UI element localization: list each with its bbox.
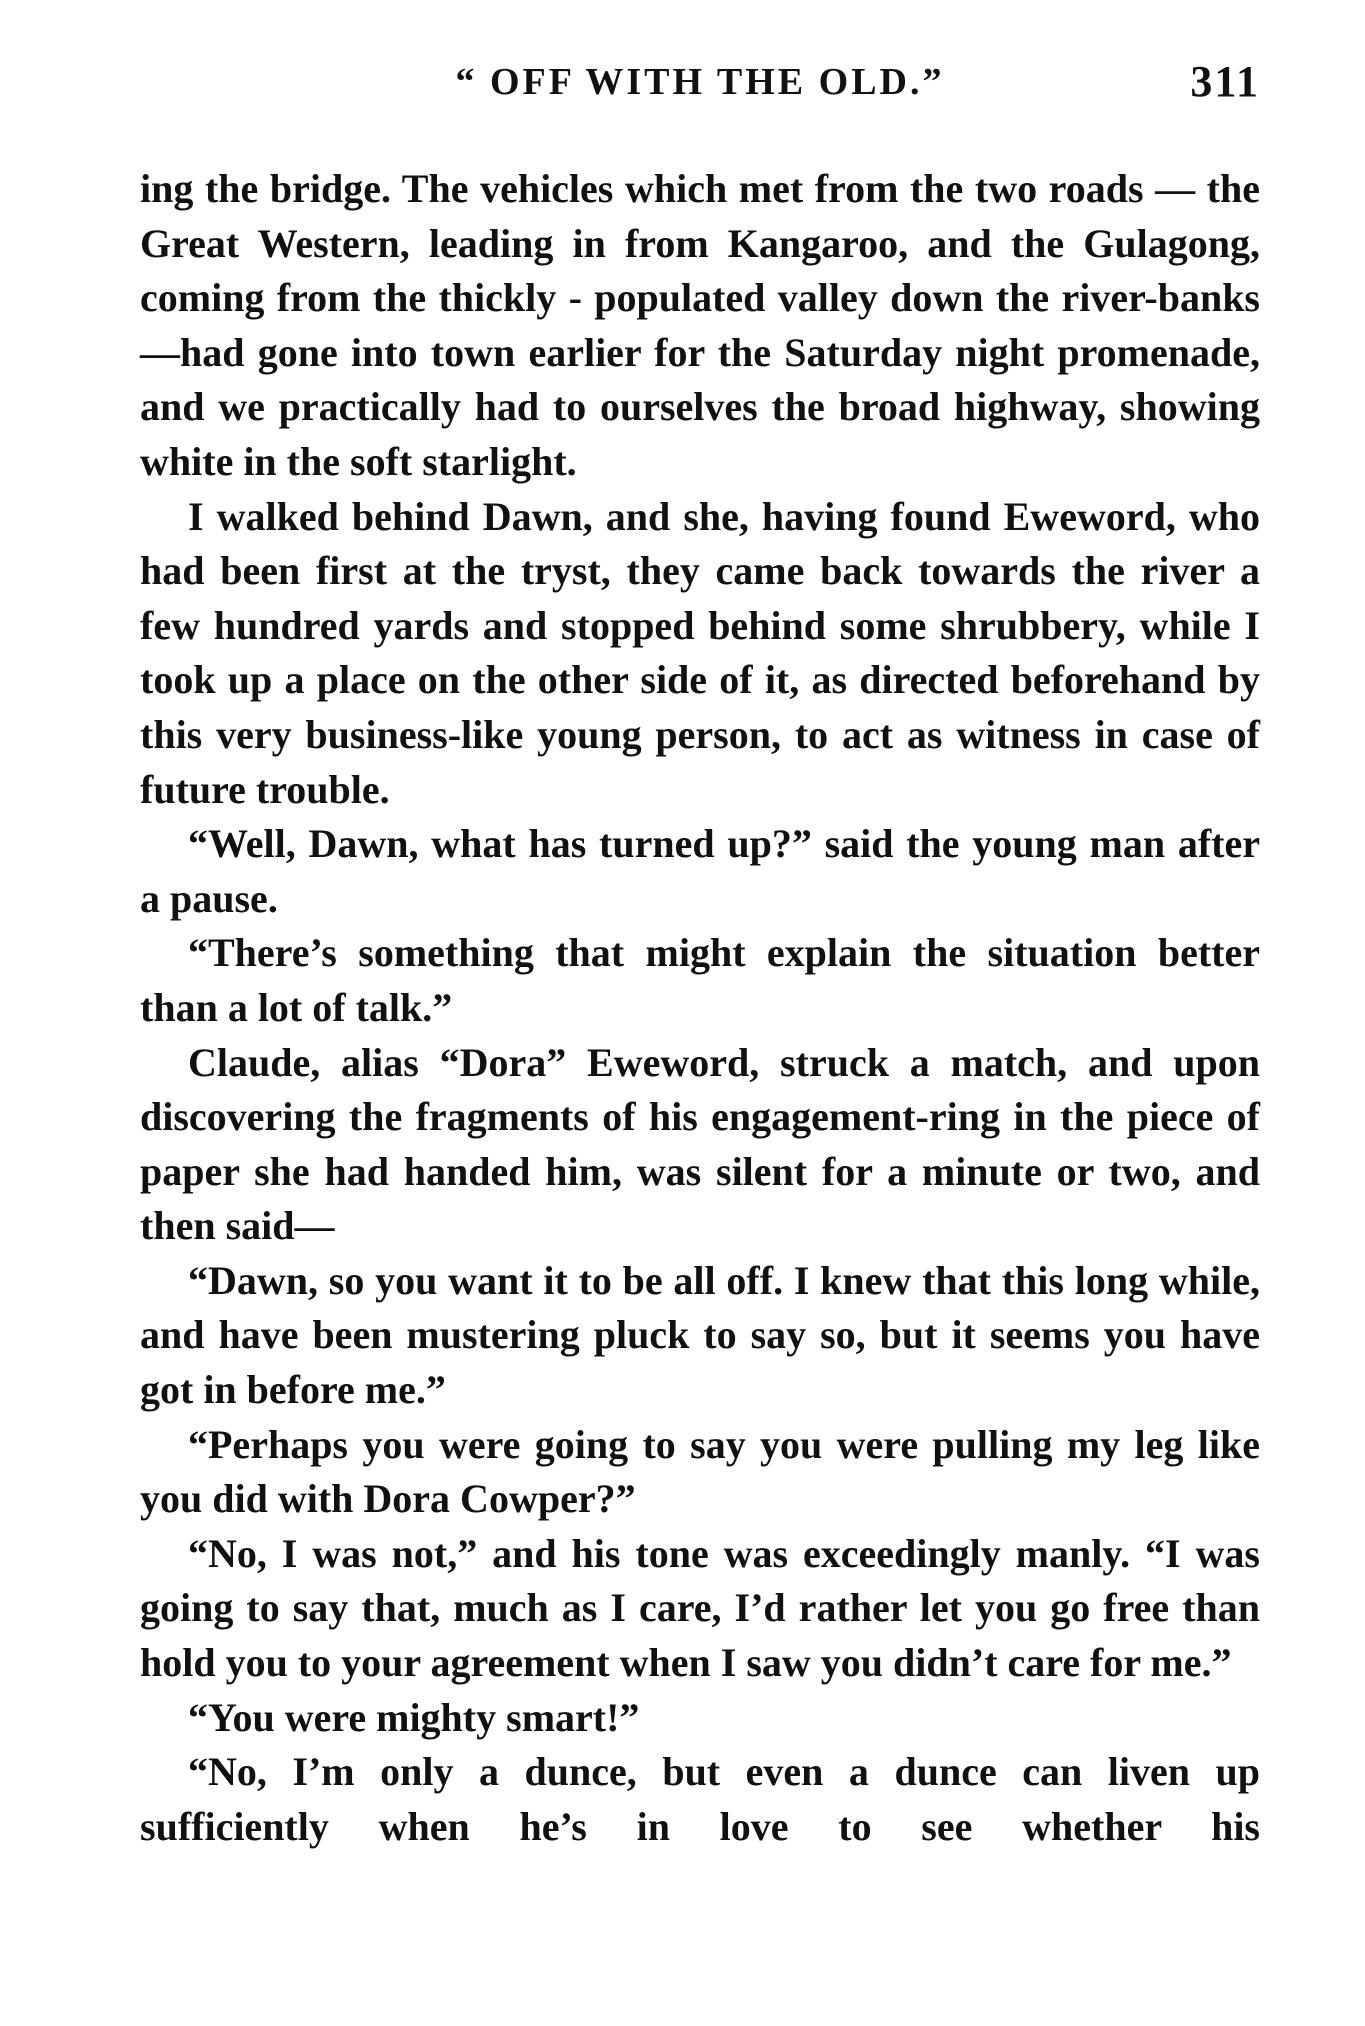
paragraph: I walked behind Dawn, and she, having found Eweword, who had been first at the tryst, they came back towards the river a few hundred yards and stopped behind some shrubbery, while I took up a place on the other side of it, as directed beforehand by this very business-like young person, to act as witness in case of future trouble. (140, 493, 1260, 812)
paragraph: Claude, alias “Dora” Eweword, struck a match, and upon discovering the fragments of his engagement-ring in the piece of paper she had handed him, was silent for a minute or two, and then said— (140, 1039, 1260, 1249)
paragraph: “No, I’m only a dunce, but even a dunce can liven up sufficiently when he’s in love to see whether his (140, 1749, 1260, 1849)
paragraph: “Perhaps you were going to say you were pulling my leg like you did with Dora Cowper?” (140, 1421, 1260, 1522)
running-title: “ OFF WITH THE OLD.” (455, 61, 945, 103)
paragraph: ing the bridge. The vehicles which met from the two roads — the Great Western, leading in from Kangaroo, and the Gulagong, coming from the thickly - populated valley down the river-banks—had gone into town earlier for the Saturday night promenade, and we practically had to ourselves the broad highway, showing white in the soft starlight. (140, 166, 1260, 484)
paragraph: “There’s something that might explain the situation better than a lot of talk.” (140, 930, 1260, 1030)
page-number: 311 (1190, 57, 1260, 106)
paragraph: “You were mighty smart!” (188, 1694, 640, 1740)
paragraph: “Dawn, so you want it to be all off. I knew that this long while, and have been mustering pluck to say so, but it seems you have got in before me.” (140, 1257, 1260, 1413)
running-head (140, 57, 1260, 120)
body-text (140, 162, 1260, 1854)
paragraph: “No, I was not,” and his tone was exceedingly manly. “I was going to say that, much as I care, I’d rather let you go free than hold you to your agreement when I saw you didn’t care for me.” (140, 1530, 1260, 1686)
paragraph: “Well, Dawn, what has turned up?” said the young man after a pause. (140, 821, 1260, 921)
